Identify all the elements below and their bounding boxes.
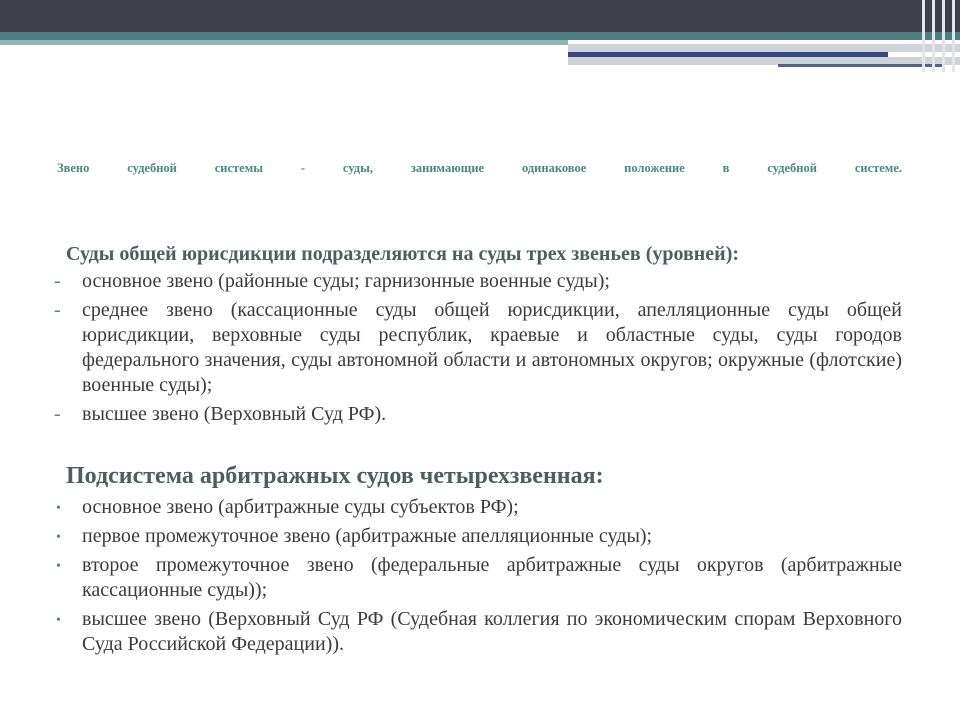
dash-marker: - [54,403,61,425]
header-light-stripe [0,40,568,45]
decor-bar-gray [568,44,960,52]
dash-marker: - [54,299,61,321]
bullet-icon: • [56,530,61,545]
list-item: • второе промежуточное звено (федеральные арбитражные суды округов (арбитражные кассационные суды)); [56,554,902,601]
section1-title: Суды общей юрисдикции подразделяются на суды трех звеньев (уровней): [66,243,740,265]
list-item: • высшее звено (Верховный Суд РФ (Судебная коллегия по экономическим спорам Верховного Суда Российской Федерации)). [56,608,902,655]
list-item: • основное звено (арбитражные суды субъектов РФ); [52,495,902,520]
bullet-icon: • [56,613,61,628]
bullet-icon: • [56,559,61,574]
list-item: • первое промежуточное звено (арбитражные апелляционные суды); [52,524,902,549]
list-item: - среднее звено (кассационные суды общей юрисдикции, апелляционные суды общей юрисдикции, верховные суды республик, краевые и областные суды, суды городов федерального значения, суды автономной области и автономных округов; окружные (флотские) военные суды); [54,299,902,396]
bullet-icon: • [56,501,61,516]
dash-marker: - [54,270,61,292]
slide-heading: Звено судебной системы - суды, занимающие одинаковое положение в судебной системе. [57,161,902,175]
section2-list [52,495,902,657]
header-teal-stripe [0,32,960,40]
section2-title: Подсистема арбитражных судов четырехзвенная: [66,463,604,489]
list-item: - высшее звено (Верховный Суд РФ). [54,403,387,425]
slide-content [52,242,902,661]
decor-vertical-lines [916,0,960,72]
header-band [0,0,960,32]
list-item: - основное звено (районные суды; гарнизонные военные суды); [54,270,610,292]
section1-list [52,269,902,427]
